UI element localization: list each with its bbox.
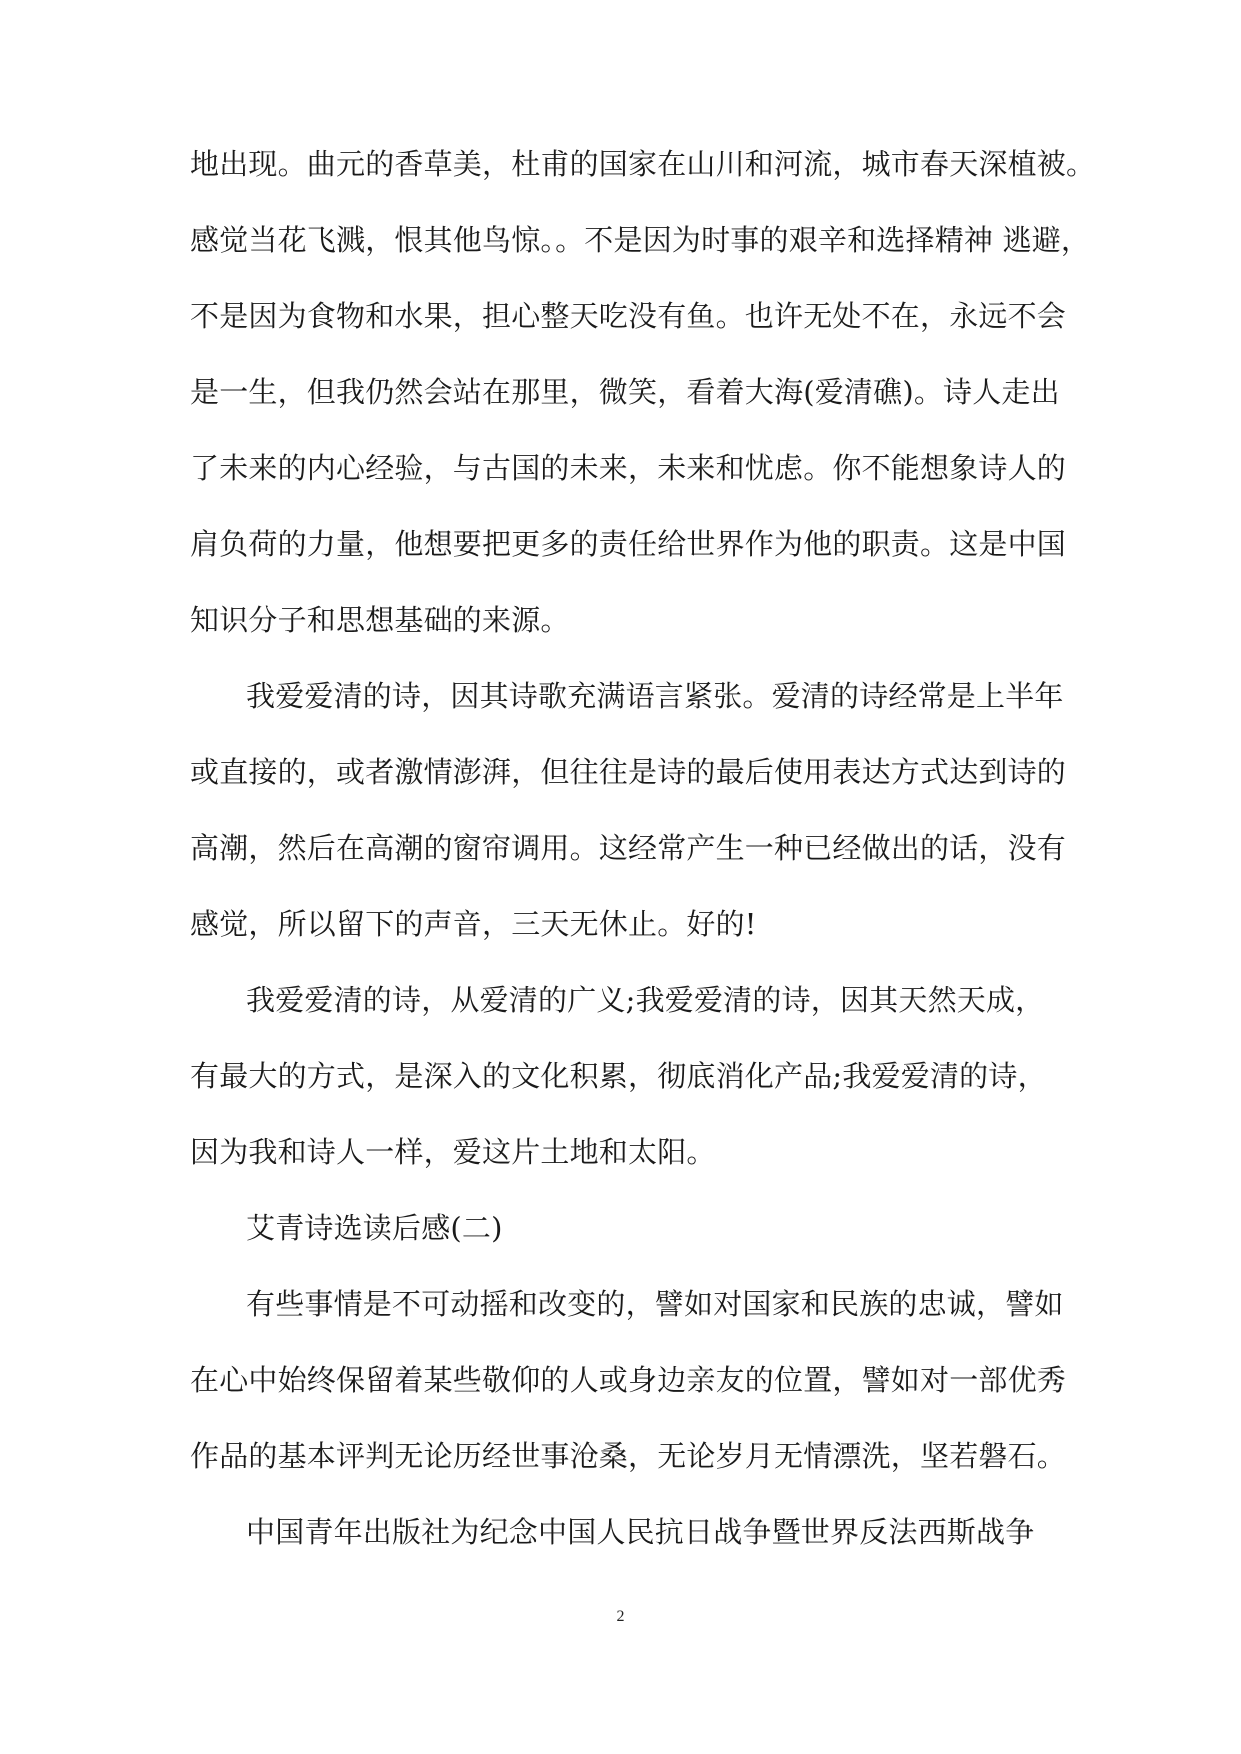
section-heading: 艾青诗选读后感(二) — [246, 1211, 503, 1245]
paragraph-start-line-8: 我爱爱清的诗，因其诗歌充满语言紧张。爱清的诗经常是上半年 — [246, 679, 1064, 713]
text-line-5: 了未来的内心经验，与古国的未来，未来和忧虑。你不能想象诗人的 — [190, 451, 1067, 485]
text-line-7: 知识分子和思想基础的来源。 — [190, 603, 570, 637]
text-line-14: 因为我和诗人一样，爱这片土地和太阳。 — [190, 1135, 716, 1169]
text-line-10: 高潮，然后在高潮的窗帘调用。这经常产生一种已经做出的话，没有 — [190, 831, 1067, 865]
text-line-6: 肩负荷的力量，他想要把更多的责任给世界作为他的职责。这是中国 — [190, 527, 1067, 561]
text-line-11: 感觉，所以留下的声音，三天无休止。好的! — [190, 907, 757, 941]
text-line-13: 有最大的方式，是深入的文化积累，彻底消化产品;我爱爱清的诗， — [190, 1059, 1047, 1093]
text-line-17: 在心中始终保留着某些敬仰的人或身边亲友的位置，譬如对一部优秀 — [190, 1363, 1067, 1397]
paragraph-start-line-19: 中国青年出版社为纪念中国人民抗日战争暨世界反法西斯战争 — [246, 1515, 1035, 1549]
text-line-1: 地出现。曲元的香草美，杜甫的国家在山川和河流，城市春天深植被。 — [190, 147, 1096, 181]
paragraph-start-line-16: 有些事情是不可动摇和改变的，譬如对国家和民族的忠诚，譬如 — [246, 1287, 1064, 1321]
text-line-2: 感觉当花飞溅，恨其他鸟惊。。不是因为时事的艰辛和选择精神 逃避， — [190, 223, 1091, 257]
page-number: 2 — [616, 1608, 625, 1625]
text-line-3: 不是因为食物和水果，担心整天吃没有鱼。也许无处不在，永远不会 — [190, 299, 1067, 333]
paragraph-start-line-12: 我爱爱清的诗，从爱清的广义;我爱爱清的诗，因其天然天成， — [246, 983, 1045, 1017]
text-line-4: 是一生，但我仍然会站在那里，微笑，看着大海(爱清礁)。诗人走出 — [190, 375, 1060, 409]
text-line-18: 作品的基本评判无论历经世事沧桑，无论岁月无情漂洗，坚若磐石。 — [190, 1439, 1067, 1473]
text-line-9: 或直接的，或者激情澎湃，但往往是诗的最后使用表达方式达到诗的 — [190, 755, 1067, 789]
